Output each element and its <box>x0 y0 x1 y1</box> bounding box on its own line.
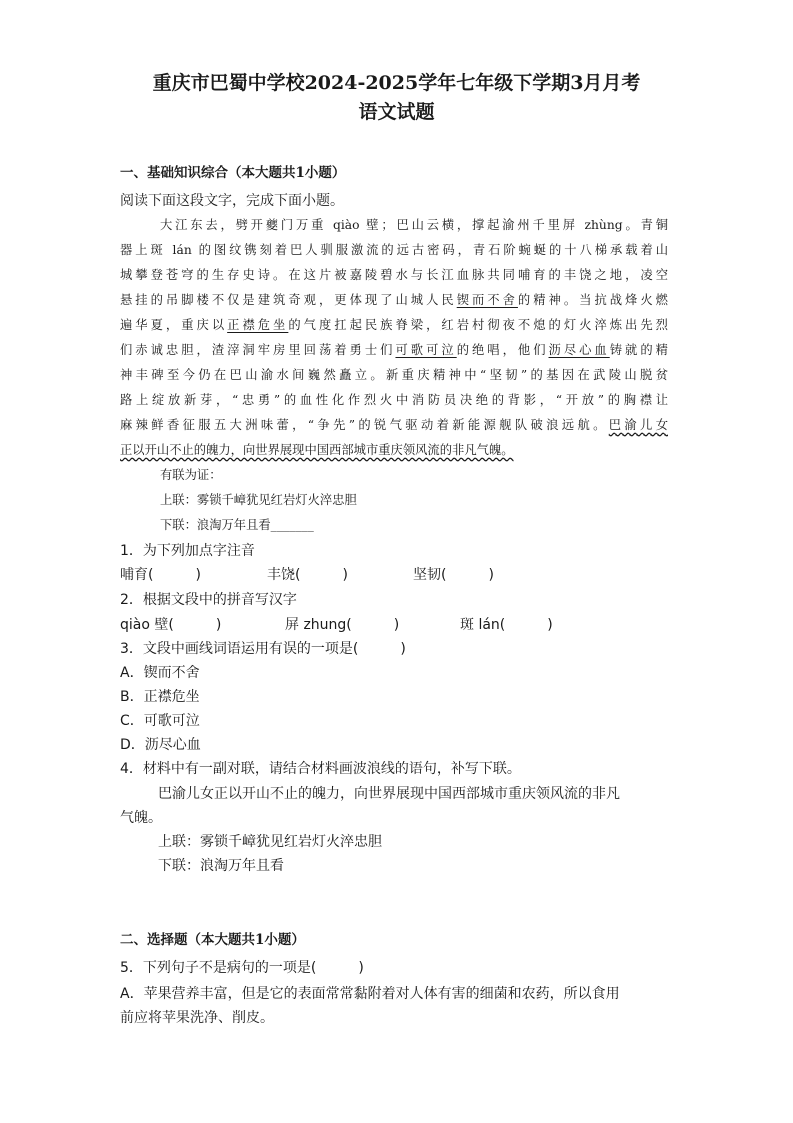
question-5-stem: 5．下列句子不是病句的一项是( ) <box>120 960 364 976</box>
passage-line: 遍华夏，重庆以正襟危坐的气度扛起民族脊梁，红岩村彻夜不熄的灯火淬炼出先烈 <box>120 318 668 332</box>
question-4-stem: 4．材料中有一副对联，请结合材料画波浪线的语句，补写下联。 <box>120 761 521 777</box>
q5-option-a-cont: 前应将苹果洗净、削皮。 <box>120 1010 274 1026</box>
underlined-term: 正襟危坐 <box>227 318 289 332</box>
underlined-term: 锲而不舍 <box>456 293 518 307</box>
underlined-term: 可歌可泣 <box>395 343 457 357</box>
q2-item-c: 斑 lán( ) <box>460 617 553 633</box>
section-2-heading: 二、选择题（本大题共1小题） <box>120 932 305 948</box>
q4-quote: 巴渝儿女正以开山不止的魄力，向世界展现中国西部城市重庆领风流的非凡 <box>158 786 620 802</box>
wavy-underlined-text: 正以开山不止的魄力，向世界展现中国西部城市重庆领风流的非凡气魄。 <box>120 443 514 457</box>
passage-line: 路上绽放新芽，“忠勇”的血性化作烈火中消防员决绝的背影，“开放”的胸襟让 <box>120 393 668 407</box>
q3-option-a: A．锲而不舍 <box>120 665 200 681</box>
question-1-stem: 1．为下列加点字注音 <box>120 543 255 559</box>
q1-item-c: 坚韧( ) <box>413 567 494 583</box>
page-title: 重庆市巴蜀中学校2024-2025学年七年级下学期3月月考 <box>152 72 641 94</box>
question-3-stem: 3．文段中画线词语运用有误的一项是( ) <box>120 641 406 657</box>
q4-lower-couplet: 下联：浪淘万年且看 <box>158 858 284 874</box>
q5-option-a: A．苹果营养丰富，但是它的表面常常黏附着对人体有害的细菌和农药，所以食用 <box>120 986 620 1002</box>
q2-item-b: 屏 zhung( ) <box>285 617 400 633</box>
passage-line: 城攀登苍穹的生存史诗。在这片被嘉陵碧水与长江血脉共同哺育的丰饶之地，凌空 <box>120 268 668 282</box>
q3-option-b: B．正襟危坐 <box>120 689 200 705</box>
passage-line: 神丰碑至今仍在巴山渝水间巍然矗立。新重庆精神中“坚韧”的基因在武陵山脱贫 <box>120 368 668 382</box>
question-2-stem: 2．根据文段中的拼音写汉字 <box>120 592 297 608</box>
wavy-underlined-text: 巴渝儿女 <box>608 418 668 432</box>
q4-upper-couplet: 上联：雾锁千嶂犹见红岩灯火淬忠胆 <box>158 834 382 850</box>
couplet-upper: 上联：雾锁千嶂犹见红岩灯火淬忠胆 <box>160 493 357 507</box>
passage-line: 悬挂的吊脚楼不仅是建筑奇观，更体现了山城人民锲而不舍的精神。当抗战烽火燃 <box>120 293 668 307</box>
passage-line: 大江东去，劈开夔门万重 qiào 壁；巴山云横，撑起渝州千里屏 zhùng。青铜 <box>160 218 668 232</box>
section-1-heading: 一、基础知识综合（本大题共1小题） <box>120 165 346 181</box>
passage-line <box>120 440 668 458</box>
q1-item-b: 丰饶( ) <box>267 567 348 583</box>
q3-option-d: D．沥尽心血 <box>120 737 201 753</box>
couplet-lower: 下联：浪淘万年且看_______ <box>160 518 314 532</box>
q3-option-c: C．可歌可泣 <box>120 713 200 729</box>
q1-item-a: 哺育( ) <box>120 567 201 583</box>
couplet-intro: 有联为证： <box>160 468 222 482</box>
page-subtitle: 语文试题 <box>358 101 435 123</box>
passage-line: 麻辣鲜香征服五大洲味蕾，“争先”的锐气驱动着新能源舰队破浪远航。巴渝儿女 <box>120 418 668 432</box>
passage-line: 们赤诚忠胆，渣滓洞牢房里回荡着勇士们可歌可泣的绝唱，他们沥尽心血铸就的精 <box>120 343 668 357</box>
reading-intro: 阅读下面这段文字，完成下面小题。 <box>120 193 344 209</box>
underlined-term: 沥尽心血 <box>548 343 610 357</box>
q2-item-a: qiào 壁( ) <box>120 617 222 633</box>
q4-quote-cont: 气魄。 <box>120 810 162 826</box>
passage-line: 器上斑 lán 的图纹镌刻着巴人驯服激流的远古密码，青石阶蜿蜒的十八梯承载着山 <box>120 243 668 257</box>
